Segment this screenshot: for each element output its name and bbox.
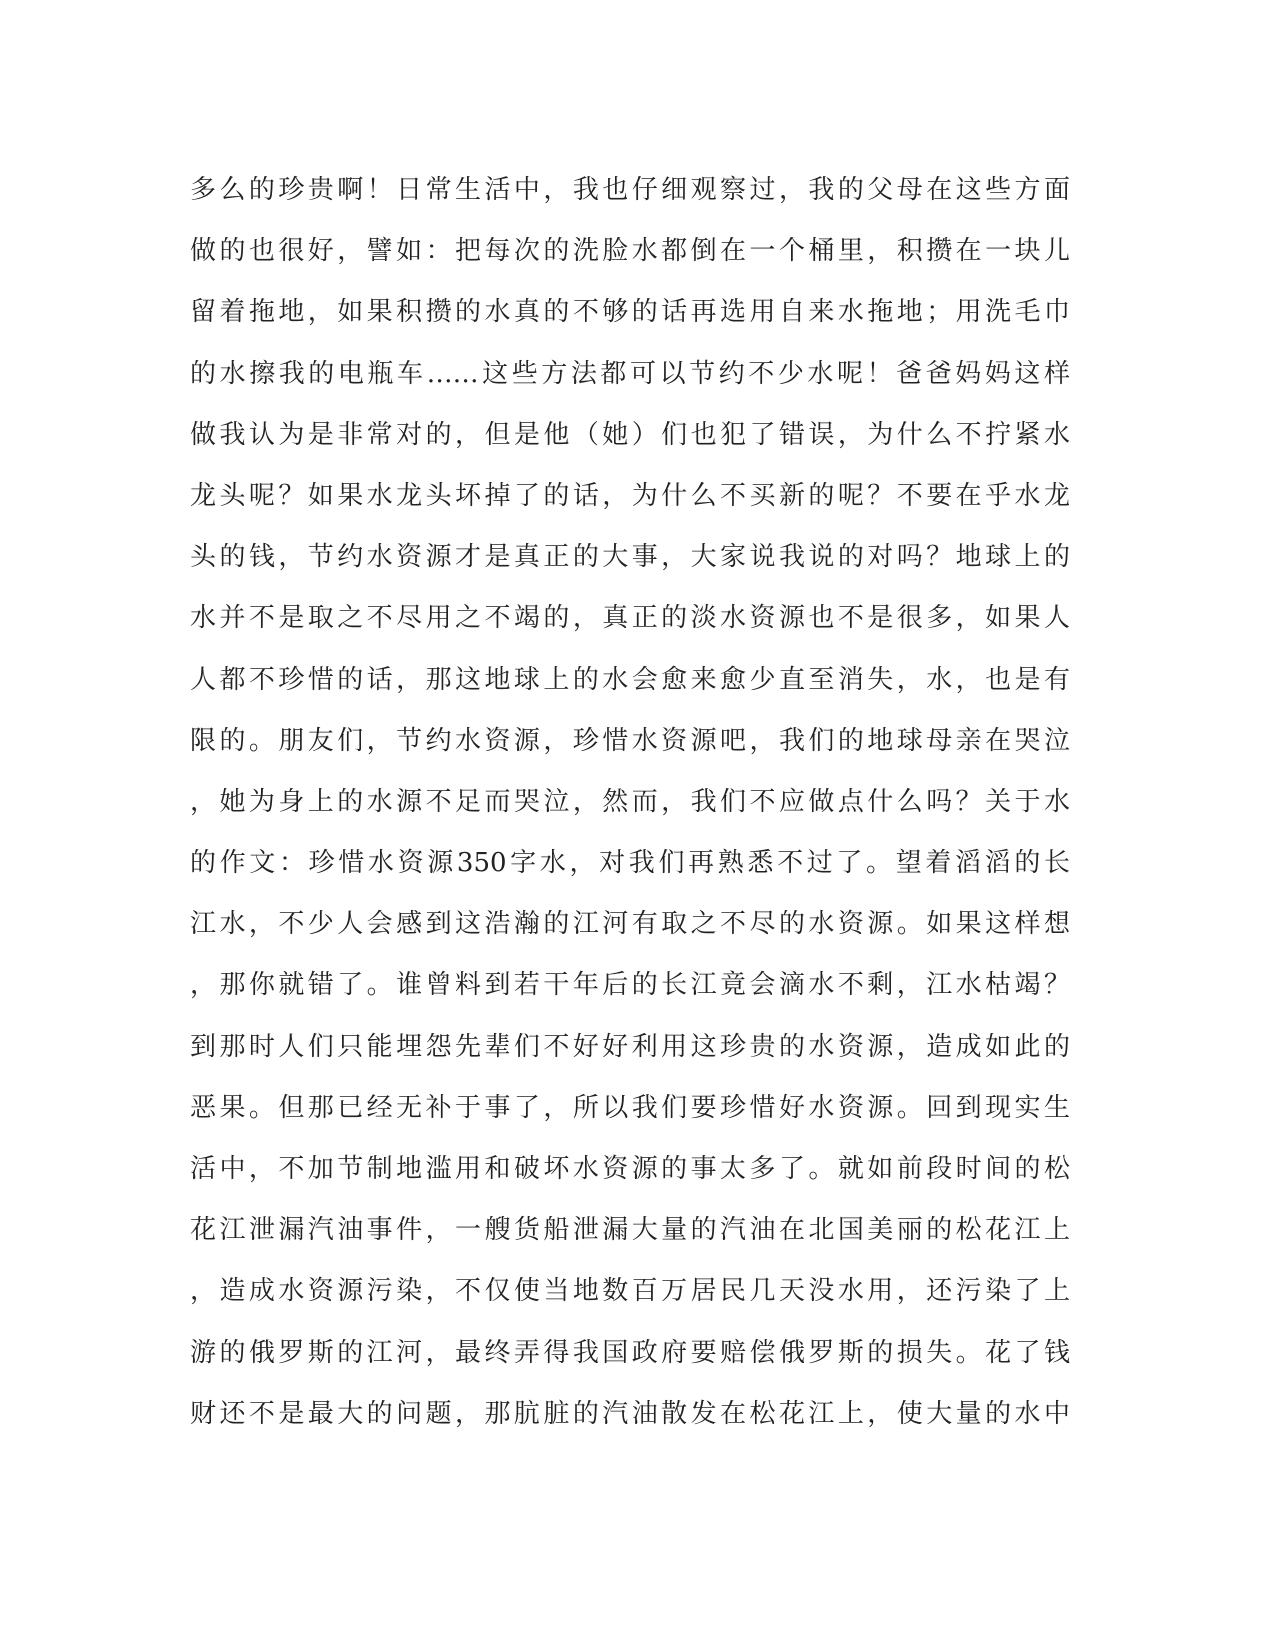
text-line: 头的钱，节约水资源才是真正的大事，大家说我说的对吗？地球上的 — [190, 542, 1070, 573]
body-text — [190, 160, 1070, 1445]
text-line: 人都不珍惜的话，那这地球上的水会愈来愈少直至消失，水，也是有 — [190, 664, 1070, 695]
text-line: 活中，不加节制地滥用和破坏水资源的事太多了。就如前段时间的松 — [190, 1154, 1070, 1184]
text-line: 江水，不少人会感到这浩瀚的江河有取之不尽的水资源。如果这样想 — [190, 909, 1070, 940]
text-line: ，造成水资源污染，不仅使当地数百万居民几天没水用，还污染了上 — [190, 1276, 1070, 1307]
text-line: 做的也很好，譬如：把每次的洗脸水都倒在一个桶里，积攒在一块儿 — [190, 236, 1070, 267]
text-line: 到那时人们只能埋怨先辈们不好好利用这珍贵的水资源，造成如此的 — [190, 1031, 1070, 1062]
text-line: 留着拖地，如果积攒的水真的不够的话再选用自来水拖地；用洗毛巾 — [190, 297, 1070, 328]
text-line: ，她为身上的水源不足而哭泣，然而，我们不应做点什么吗？关于水 — [190, 786, 1070, 817]
text-line: 的水擦我的电瓶车……这些方法都可以节约不少水呢！爸爸妈妈这样 — [190, 358, 1070, 389]
text-line: 财还不是最大的问题，那肮脏的汽油散发在松花江上，使大量的水中 — [190, 1398, 1070, 1429]
text-line: 恶果。但那已经无补于事了，所以我们要珍惜好水资源。回到现实生 — [190, 1092, 1070, 1123]
text-line: ，那你就错了。谁曾料到若干年后的长江竟会滴水不剩，江水枯竭？ — [190, 970, 1070, 1001]
text-line: 多么的珍贵啊！日常生活中，我也仔细观察过，我的父母在这些方面 — [190, 175, 1070, 205]
text-line: 做我认为是非常对的，但是他（她）们也犯了错误，为什么不拧紧水 — [190, 419, 1070, 450]
text-line: 花江泄漏汽油事件，一艘货船泄漏大量的汽油在北国美丽的松花江上 — [190, 1215, 1070, 1246]
text-line: 龙头呢？如果水龙头坏掉了的话，为什么不买新的呢？不要在乎水龙 — [190, 480, 1070, 511]
text-line: 游的俄罗斯的江河，最终弄得我国政府要赔偿俄罗斯的损失。花了钱 — [190, 1337, 1070, 1368]
text-line: 限的。朋友们，节约水资源，珍惜水资源吧，我们的地球母亲在哭泣 — [190, 725, 1070, 756]
text-line: 水并不是取之不尽用之不竭的，真正的淡水资源也不是很多，如果人 — [190, 603, 1070, 634]
text-line: 的作文：珍惜水资源350字水，对我们再熟悉不过了。望着滔滔的长 — [190, 848, 1070, 879]
